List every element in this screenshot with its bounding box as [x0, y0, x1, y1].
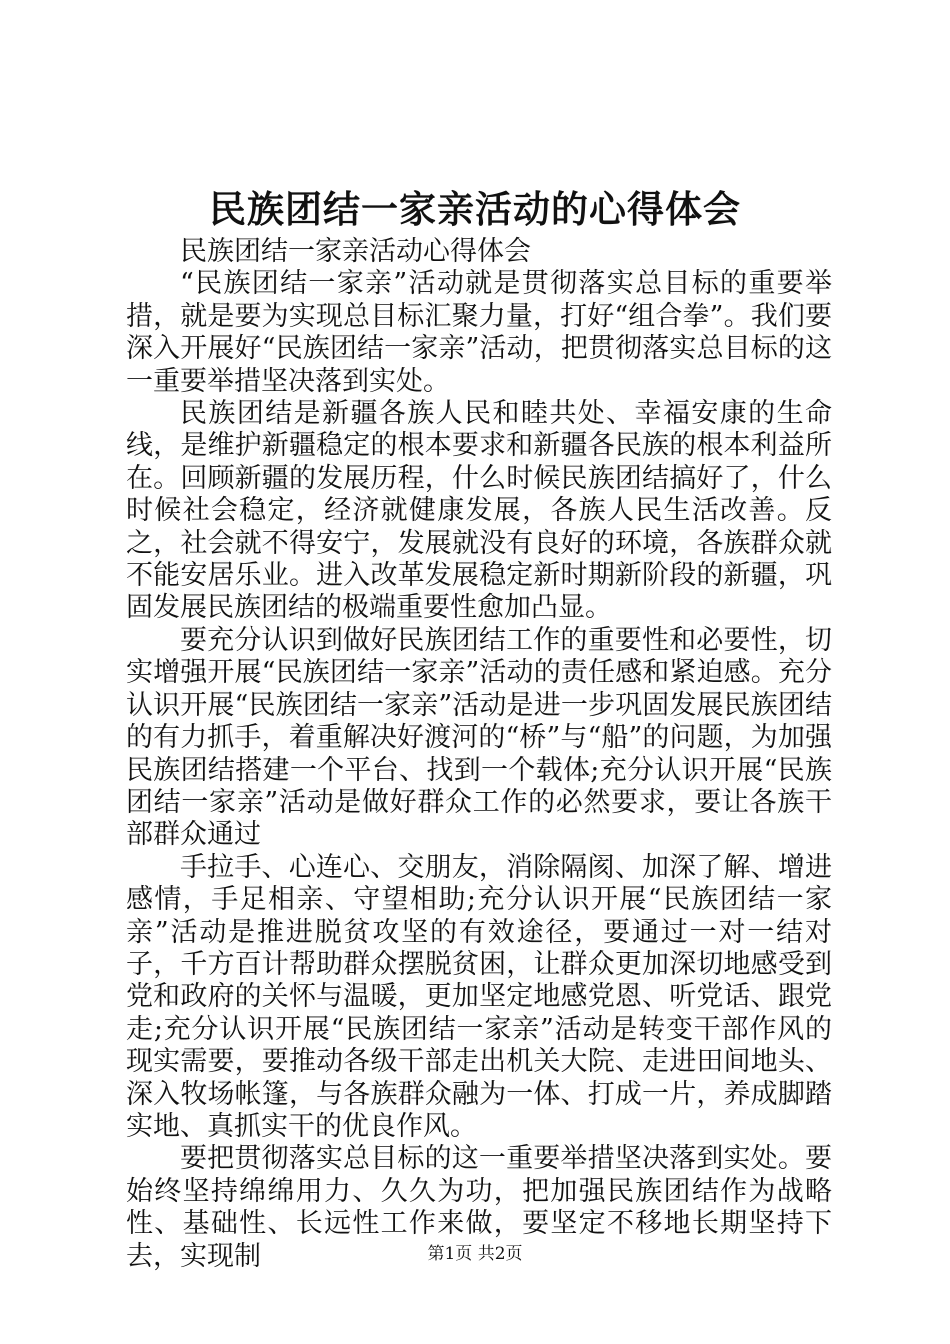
- document-title: 民族团结一家亲活动的心得体会: [209, 187, 741, 231]
- page-number-footer: 第1页 共2页: [427, 1244, 523, 1264]
- paragraph: “民族团结一家亲”活动就是贯彻落实总目标的重要举措，就是要为实现总目标汇聚力量，打好“组合拳”。我们要深入开展好“民族团结一家亲”活动，把贯彻落实总目标的这一重要举措坚决落到实处。: [126, 268, 832, 397]
- paragraph: 要充分认识到做好民族团结工作的重要性和必要性，切实增强开展“民族团结一家亲”活动的责任感和紧迫感。充分认识开展“民族团结一家亲”活动是进一步巩固发展民族团结的有力抓手，着重解决好渡河的“桥”与“船”的问题，为加强民族团结搭建一个平台、找到一个载体;充分认识开展“民族团结一家亲”活动是做好群众工作的必然要求，要让各族干部群众通过: [126, 624, 832, 851]
- paragraph-subtitle: 民族团结一家亲活动心得体会: [180, 236, 531, 267]
- paragraph: 手拉手、心连心、交朋友，消除隔阂、加深了解、增进感情，手足相亲、守望相助;充分认识开展“民族团结一家亲”活动是推进脱贫攻坚的有效途径，要通过一对一结对子，千方百计帮助群众摆脱贫困，让群众更加深切地感受到党和政府的关怀与温暖，更加坚定地感党恩、听党话、跟党走;充分认识开展“民族团结一家亲”活动是转变干部作风的现实需要，要推动各级干部走出机关大院、走进田间地头、深入牧场帐篷，与各族群众融为一体、打成一片，养成脚踏实地、真抓实干的优良作风。: [126, 851, 832, 1142]
- document-body: [126, 236, 832, 1273]
- paragraph: 要把贯彻落实总目标的这一重要举措坚决落到实处。要始终坚持绵绵用力、久久为功，把加强民族团结作为战略性、基础性、长远性工作来做，要坚定不移地长期坚持下去，实现制: [126, 1143, 832, 1272]
- paragraph: 民族团结是新疆各族人民和睦共处、幸福安康的生命线，是维护新疆稳定的根本要求和新疆各民族的根本利益所在。回顾新疆的发展历程，什么时候民族团结搞好了，什么时候社会稳定，经济就健康发展，各族人民生活改善。反之，社会就不得安宁，发展就没有良好的环境，各族群众就不能安居乐业。进入改革发展稳定新时期新阶段的新疆，巩固发展民族团结的极端重要性愈加凸显。: [126, 398, 832, 624]
